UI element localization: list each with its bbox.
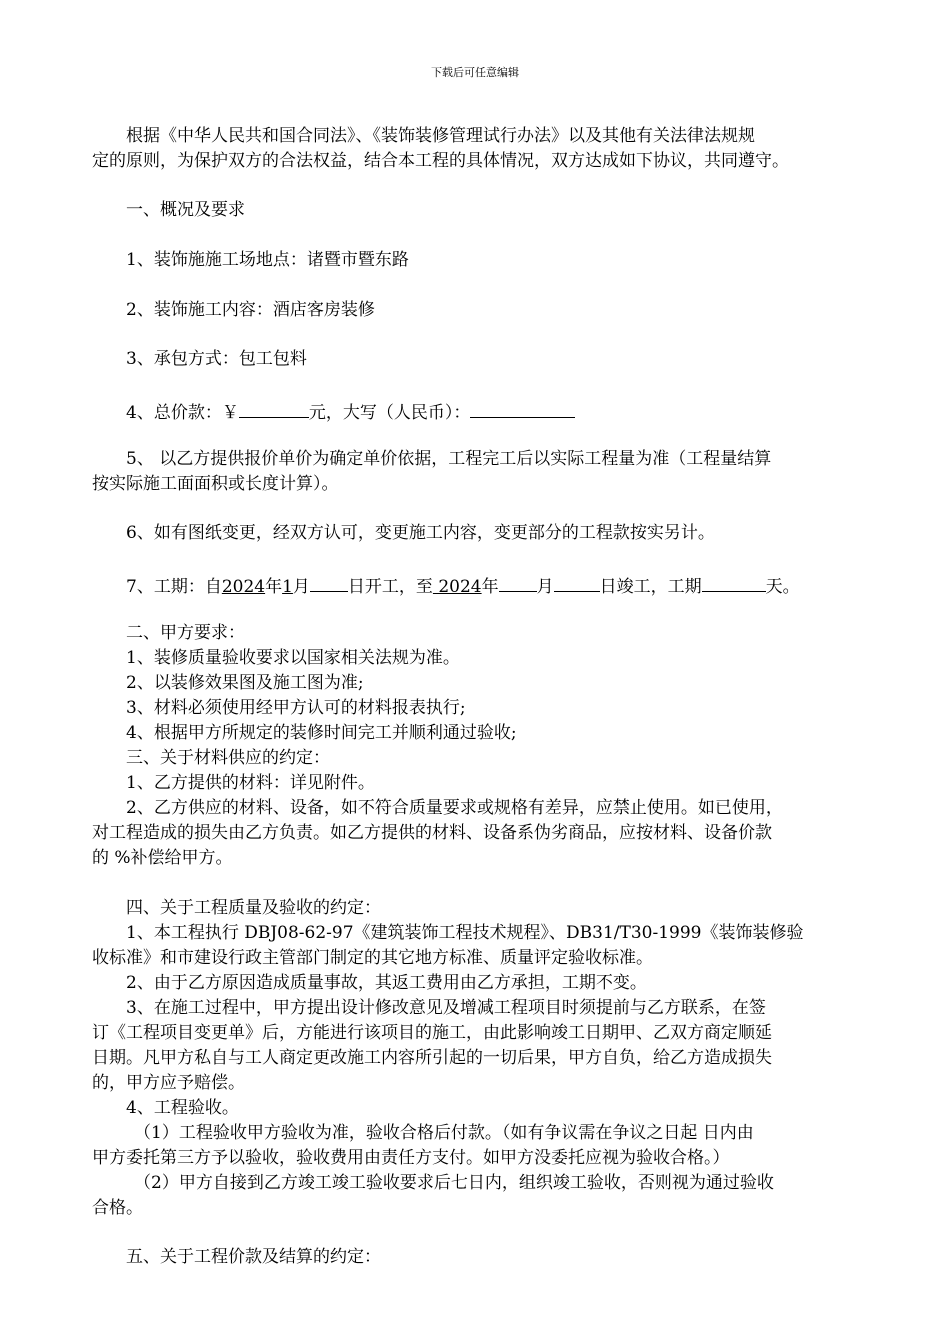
section-1-item-7 (126, 571, 904, 600)
section-4-item-3-line-2: 订《工程项目变更单》后，方能进行该项目的施工，由此影响竣工日期甲、乙双方商定顺延 (92, 1023, 772, 1043)
section-4-item-3-line-4: 的，甲方应予赔偿。 (92, 1073, 245, 1093)
section-2-item-4: 4、根据甲方所规定的装修时间完工并顺利通过验收; (126, 723, 517, 743)
end-month-blank[interactable] (499, 571, 537, 592)
section-3-item-2-line-2: 对工程造成的损失由乙方负责。如乙方提供的材料、设备系伪劣商品，应按材料、设备价款 (92, 823, 772, 843)
month-char-1: 月 (292, 577, 310, 597)
section-4-item-4-2-line-2: 合格。 (92, 1198, 143, 1218)
section-4-item-4-2-line-1: （2）甲方自接到乙方竣工竣工验收要求后七日内，组织竣工验收，否则视为通过验收 (134, 1173, 774, 1193)
section-3-item-1: 1、乙方提供的材料：详见附件。 (126, 773, 375, 793)
section-2-item-3: 3、材料必须使用经甲方认可的材料报表执行; (126, 698, 466, 718)
section-1-item-5-line-2: 按实际施工面面积或长度计算）。 (92, 474, 339, 494)
year-char-2: 年 (481, 577, 499, 597)
section-2-item-1: 1、装修质量验收要求以国家相关法规为准。 (126, 648, 460, 668)
end-day-blank[interactable] (554, 571, 600, 592)
section-4-item-1-line-1: 1、本工程执行 DBJ08-62-97《建筑装饰工程技术规程》、DB31/T30-1999《装饰装修验 (126, 923, 804, 943)
page-header: 下载后可任意编辑 (431, 66, 519, 79)
end-label: 日竣工，工期 (599, 577, 702, 597)
section-4-item-4: 4、工程验收。 (126, 1098, 239, 1118)
section-1-item-2: 2、装饰施工内容：酒店客房装修 (126, 300, 375, 320)
period-label: 7、工期：自 (126, 577, 222, 597)
section-1-item-4 (126, 397, 904, 426)
section-3-title: 三、关于材料供应的约定： (126, 748, 330, 768)
start-month: 1 (282, 577, 293, 597)
section-2-title: 二、甲方要求： (126, 623, 245, 643)
section-4-item-3-line-1: 3、在施工过程中，甲方提出设计修改意见及增减工程项目时须提前与乙方联系，在签 (126, 998, 766, 1018)
end-year: 2024 (432, 577, 482, 597)
start-year: 2024 (221, 577, 266, 597)
section-1-item-5-line-1: 5、 以乙方提供报价单价为确定单价依据，工程完工后以实际工程量为准（工程量结算 (126, 449, 772, 469)
section-3-item-2-line-3: 的 %补偿给甲方。 (92, 848, 233, 868)
section-4-item-1-line-2: 收标准》和市建设行政主管部门制定的其它地方标准、质量评定验收标准。 (92, 948, 653, 968)
price-blank[interactable] (239, 397, 309, 418)
section-4-item-3-line-3: 日期。凡甲方私自与工人商定更改施工内容所引起的一切后果，甲方自负，给乙方造成损失 (92, 1048, 772, 1068)
section-1-item-3: 3、承包方式：包工包料 (126, 349, 307, 369)
section-1-item-6: 6、如有图纸变更，经双方认可，变更施工内容，变更部分的工程款按实另计。 (126, 523, 715, 543)
section-2-item-2: 2、以装修效果图及施工图为准; (126, 673, 364, 693)
price-words-blank[interactable] (470, 397, 575, 418)
section-4-item-2: 2、由于乙方原因造成质量事故，其返工费用由乙方承担，工期不变。 (126, 973, 647, 993)
month-char-2: 月 (536, 577, 554, 597)
day-char: 天。 (765, 577, 800, 597)
price-words-label: 元，大写（人民币）： (308, 403, 471, 423)
section-1-title: 一、概况及要求 (126, 200, 245, 220)
section-1-item-1: 1、装饰施施工场地点：诸暨市暨东路 (126, 250, 409, 270)
start-day-blank[interactable] (310, 571, 348, 592)
section-4-item-4-1-line-2: 甲方委托第三方予以验收，验收费用由责任方支付。如甲方没委托应视为验收合格。） (92, 1148, 730, 1168)
year-char-1: 年 (265, 577, 283, 597)
price-label: 4、总价款：￥ (126, 403, 239, 423)
section-4-title: 四、关于工程质量及验收的约定： (126, 898, 381, 918)
section-4-item-4-1-line-1: （1）工程验收甲方验收为准，验收合格后付款。（如有争议需在争议之日起 日内由 (134, 1123, 754, 1143)
duration-blank[interactable] (702, 571, 766, 592)
section-3-item-2-line-1: 2、乙方供应的材料、设备，如不符合质量要求或规格有差异，应禁止使用。如已使用， (126, 798, 783, 818)
intro-line-1: 根据《中华人民共和国合同法》、《装饰装修管理试行办法》以及其他有关法律法规规 (126, 126, 755, 146)
intro-line-2: 定的原则，为保护双方的合法权益，结合本工程的具体情况，双方达成如下协议，共同遵守。 (92, 151, 789, 171)
section-5-title: 五、关于工程价款及结算的约定： (126, 1247, 381, 1267)
start-label: 日开工，至 (347, 577, 433, 597)
